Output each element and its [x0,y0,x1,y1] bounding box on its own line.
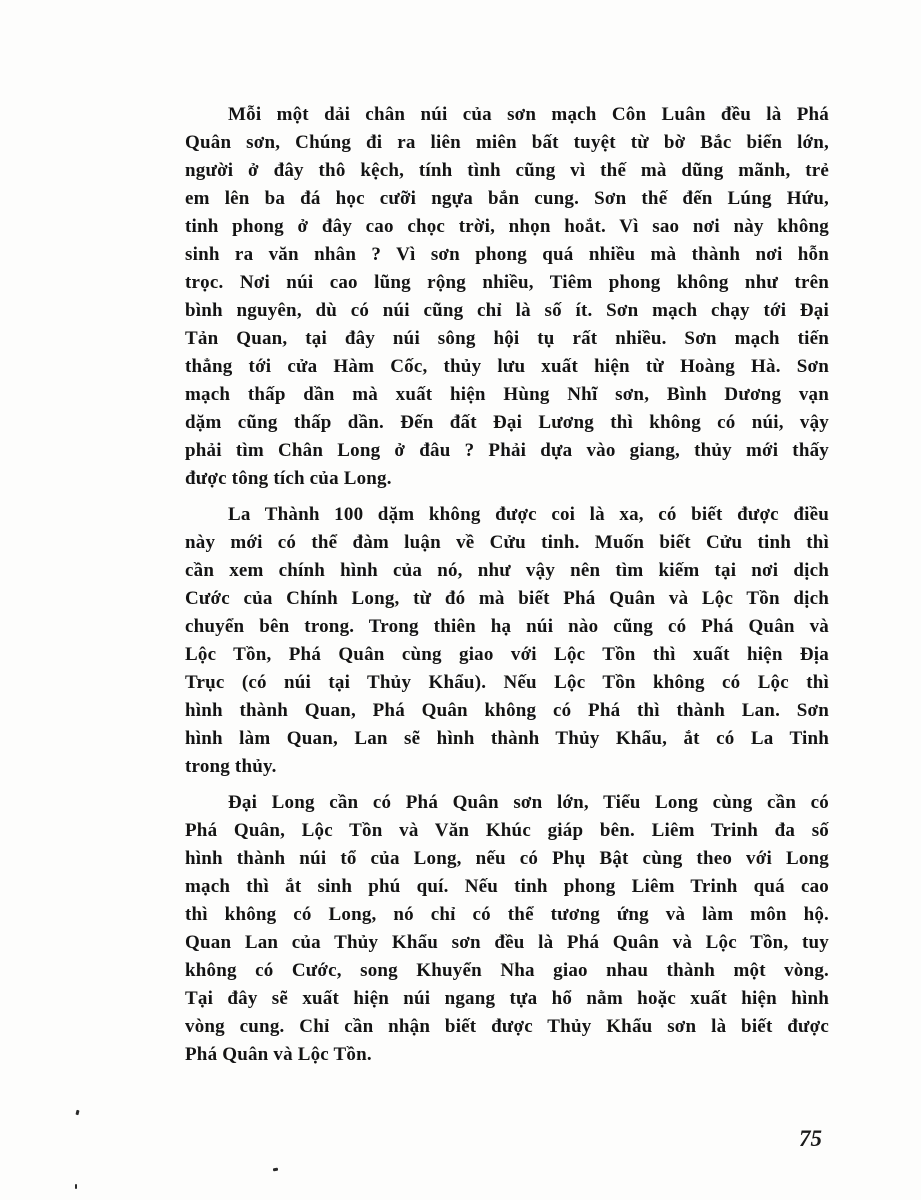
text-line: cần xem chính hình của nó, như vậy nên tìm kiếm tại nơi dịch [185,560,829,581]
text-line: này mới có thể đàm luận về Cửu tinh. Muốn biết Cửu tinh thì [185,532,829,553]
text-line: thì không có Long, nó chỉ có thể tương ứng và làm môn hộ. [185,904,829,925]
text-line: Lộc Tồn, Phá Quân cùng giao với Lộc Tồn thì xuất hiện Địa [185,644,829,665]
text-line: mạch thấp dần mà xuất hiện Hùng Nhĩ sơn, Bình Dương vạn [185,384,829,405]
text-line: hình làm Quan, Lan sẽ hình thành Thủy Khẩu, ắt có La Tinh [185,728,829,749]
text-line: Cước của Chính Long, từ đó mà biết Phá Quân và Lộc Tồn dịch [185,588,829,609]
text-line: người ở đây thô kệch, tính tình cũng vì thế mà dũng mãnh, trẻ [185,160,829,181]
text-line: Tại đây sẽ xuất hiện núi ngang tựa hổ nằm hoặc xuất hiện hình [185,988,829,1009]
text-line: dặm cũng thấp dần. Đến đất Đại Lương thì không có núi, vậy [185,412,829,433]
text-line: vòng cung. Chỉ cần nhận biết được Thủy Khẩu sơn là biết được [185,1016,829,1037]
ink-speck [75,1110,79,1116]
text-line: Quan Lan của Thủy Khẩu sơn đều là Phá Quân và Lộc Tồn, tuy [185,932,829,953]
text-line: La Thành 100 dặm không được coi là xa, có biết được điều [228,504,829,525]
ink-speck [75,1184,77,1189]
paragraph [185,101,829,493]
page-number: 75 [799,1126,822,1151]
text-line: trọc. Nơi núi cao lũng rộng nhiều, Tiêm phong không như trên [185,272,829,293]
text-line: em lên ba đá học cưỡi ngựa bắn cung. Sơn thế đến Lúng Hứu, [185,188,829,209]
text-line: Tản Quan, tại đây núi sông hội tụ rất nhiều. Sơn mạch tiến [185,328,829,349]
text-line: Quân sơn, Chúng đi ra liên miên bất tuyệt từ bờ Bắc biển lớn, [185,132,829,153]
text-line: Trục (có núi tại Thủy Khẩu). Nếu Lộc Tồn không có Lộc thì [185,672,829,693]
paragraph [185,789,829,1069]
text-line: thẳng tới cửa Hàm Cốc, thủy lưu xuất hiện từ Hoàng Hà. Sơn [185,356,829,377]
text-line: mạch thì ắt sinh phú quí. Nếu tinh phong Liêm Trinh quá cao [185,876,829,897]
text-line: hình thành núi tổ của Long, nếu có Phụ Bật cùng theo với Long [185,848,829,869]
text-line: được tông tích của Long. [185,468,392,489]
text-line: không có Cước, song Khuyển Nha giao nhau thành một vòng. [185,960,829,981]
page-text [185,101,829,1069]
text-line: phải tìm Chân Long ở đâu ? Phải dựa vào giang, thủy mới thấy [185,440,829,461]
text-line: tinh phong ở đây cao chọc trời, nhọn hoắt. Vì sao nơi này không [185,216,829,237]
text-line: sinh ra văn nhân ? Vì sơn phong quá nhiều mà thành nơi hỗn [185,244,829,265]
paragraph [185,501,829,781]
text-line: Đại Long cần có Phá Quân sơn lớn, Tiểu Long cùng cần có [228,792,829,813]
text-line: trong thủy. [185,756,277,777]
text-line: Phá Quân và Lộc Tồn. [185,1044,372,1065]
text-line: Phá Quân, Lộc Tồn và Văn Khúc giáp bên. Liêm Trinh đa số [185,820,829,841]
text-line: chuyển bên trong. Trong thiên hạ núi nào cũng có Phá Quân và [185,616,829,637]
ink-speck [273,1168,278,1172]
text-line: bình nguyên, dù có núi cũng chỉ là số ít. Sơn mạch chạy tới Đại [185,300,829,321]
text-line: hình thành Quan, Phá Quân không có Phá thì thành Lan. Sơn [185,700,829,721]
text-line: Mỗi một dải chân núi của sơn mạch Côn Luân đều là Phá [228,104,829,125]
